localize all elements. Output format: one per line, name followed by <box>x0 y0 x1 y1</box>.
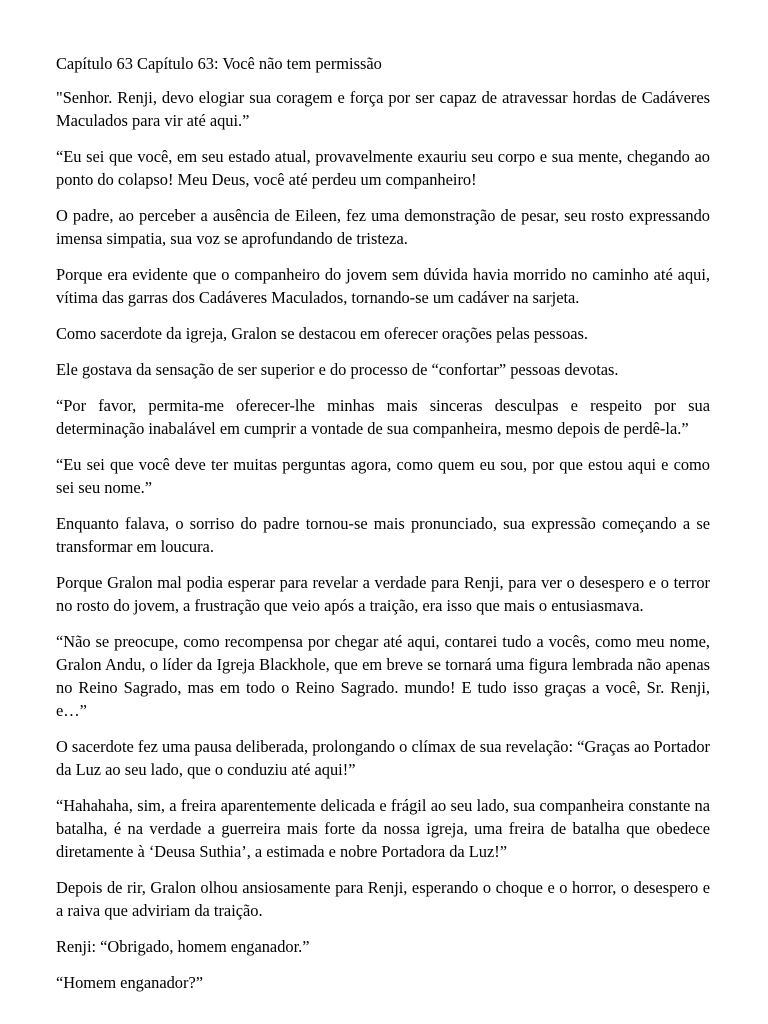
document-page <box>56 52 710 1007</box>
paragraph: O sacerdote fez uma pausa deliberada, prolongando o clímax de sua revelação: “Graças ao Portador da Luz ao seu lado, que o conduziu até aqui!” <box>56 737 710 779</box>
paragraph: Depois de rir, Gralon olhou ansiosamente para Renji, esperando o choque e o horror, o desespero e a raiva que adviriam da traição. <box>56 878 710 920</box>
chapter-title: Capítulo 63 Capítulo 63: Você não tem permissão <box>56 54 382 73</box>
paragraph: Porque Gralon mal podia esperar para revelar a verdade para Renji, para ver o desespero e o terror no rosto do jovem, a frustração que veio após a traição, era isso que mais o entusiasmava. <box>56 573 710 615</box>
paragraph: “Hahahaha, sim, a freira aparentemente delicada e frágil ao seu lado, sua companheira constante na batalha, é na verdade a guerreira mais forte da nossa igreja, uma freira de batalha que obedece diretamente à ‘Deusa Suthia’, a estimada e nobre Portadora da Luz!” <box>56 796 710 861</box>
paragraph: “Homem enganador?” <box>56 973 203 992</box>
paragraph: "Senhor. Renji, devo elogiar sua coragem e força por ser capaz de atravessar hordas de Cadáveres Maculados para vir até aqui.” <box>56 88 710 130</box>
paragraph: Ele gostava da sensação de ser superior e do processo de “confortar” pessoas devotas. <box>56 360 619 379</box>
paragraph: “Eu sei que você deve ter muitas perguntas agora, como quem eu sou, por que estou aqui e como sei seu nome.” <box>56 455 710 497</box>
paragraph: Enquanto falava, o sorriso do padre tornou-se mais pronunciado, sua expressão começando a se transformar em loucura. <box>56 514 710 556</box>
paragraph: Como sacerdote da igreja, Gralon se destacou em oferecer orações pelas pessoas. <box>56 324 589 343</box>
paragraph: Porque era evidente que o companheiro do jovem sem dúvida havia morrido no caminho até aqui, vítima das garras dos Cadáveres Maculados, tornando-se um cadáver na sarjeta. <box>56 265 710 307</box>
paragraph: “Por favor, permita-me oferecer-lhe minhas mais sinceras desculpas e respeito por sua determinação inabalável em cumprir a vontade de sua companheira, mesmo depois de perdê-la.” <box>56 396 710 438</box>
paragraph: “Eu sei que você, em seu estado atual, provavelmente exauriu seu corpo e sua mente, chegando ao ponto do colapso! Meu Deus, você até perdeu um companheiro! <box>56 147 710 189</box>
paragraph: “Não se preocupe, como recompensa por chegar até aqui, contarei tudo a vocês, como meu nome, Gralon Andu, o líder da Igreja Blackhole, que em breve se tornará uma figura lembrada não apenas no Reino Sagrado, mas em todo o Reino Sagrado. mundo! E tudo isso graças a você, Sr. Renji, e…” <box>56 632 710 720</box>
paragraph: Renji: “Obrigado, homem enganador.” <box>56 937 310 956</box>
paragraph: O padre, ao perceber a ausência de Eileen, fez uma demonstração de pesar, seu rosto expressando imensa simpatia, sua voz se aprofundando de tristeza. <box>56 206 710 248</box>
